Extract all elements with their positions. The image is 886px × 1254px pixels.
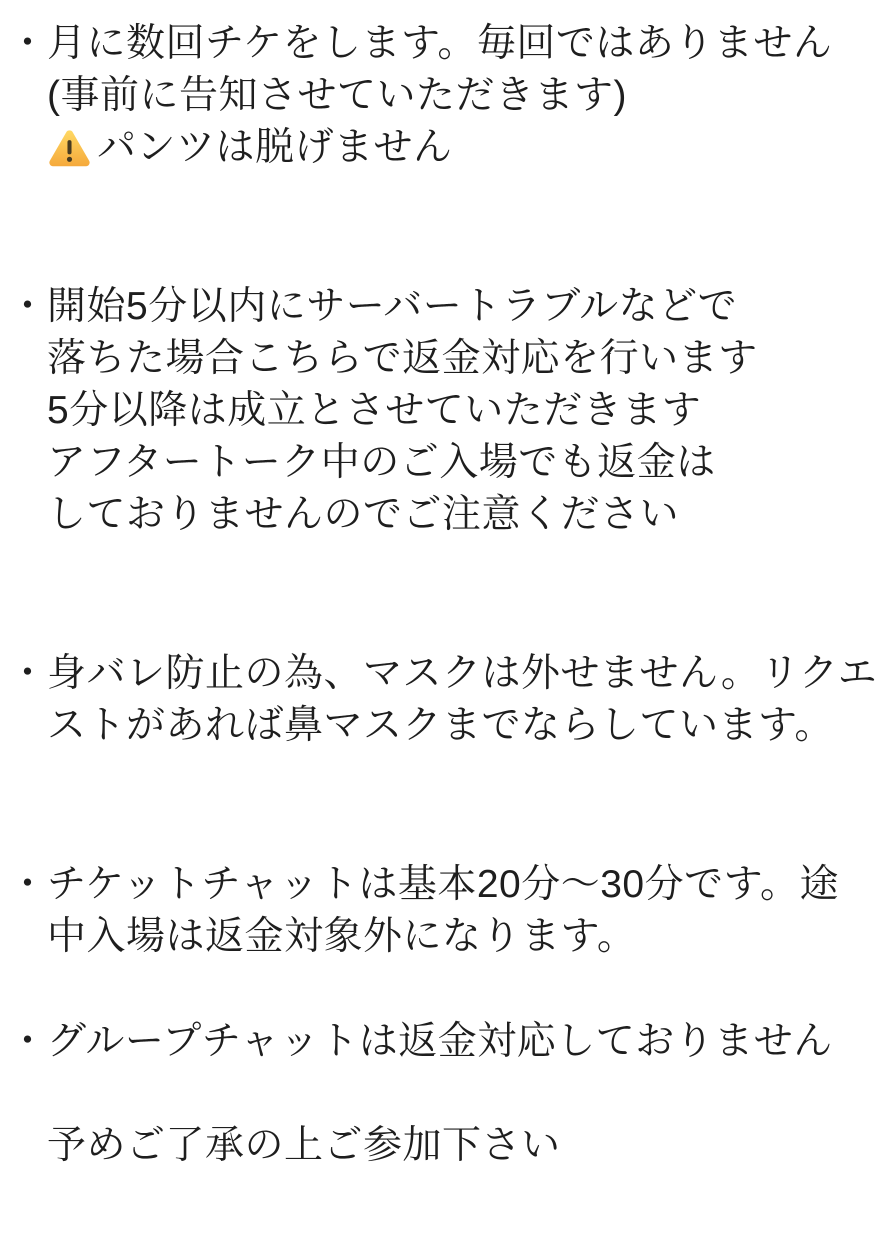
- notice-line: グループチャットは返金対応しておりません: [47, 1020, 833, 1063]
- notice-item-chat-duration: [8, 859, 878, 963]
- notice-item-lines: [47, 18, 878, 174]
- notice-item-mask-policy: [8, 648, 878, 752]
- notice-line: (事前に告知させていただきます): [47, 74, 627, 117]
- notice-line: 月に数回チケをします。毎回ではありません: [47, 22, 833, 65]
- bullet-marker: ・: [8, 863, 48, 906]
- notice-line-warning: [47, 122, 878, 174]
- notice-line: 予めご了承の上ご参加下さい: [47, 1124, 561, 1167]
- notice-item-refund-policy: [8, 281, 878, 541]
- notice-line-blank: [47, 1068, 878, 1120]
- notice-item-group-chat: [8, 1016, 878, 1172]
- notice-line: アフタートーク中のご入場でも返金は: [47, 441, 716, 484]
- notice-line: チケットチャットは基本20分〜30分です。途: [47, 863, 839, 906]
- notice-line: しておりませんのでご注意ください: [47, 493, 680, 536]
- notice-item-lines: [47, 281, 878, 541]
- warning-triangle-icon: [47, 128, 92, 169]
- bullet-marker: ・: [8, 285, 48, 328]
- bullet-marker: ・: [8, 22, 48, 65]
- notice-item-lines: [47, 1016, 878, 1172]
- notice-line: 身バレ防止の為、マスクは外せません。リクエ: [47, 652, 878, 695]
- notice-line: 落ちた場合こちらで返金対応を行います: [47, 337, 758, 380]
- notice-item-ticket-frequency: [8, 18, 878, 174]
- notice-item-lines: [47, 859, 878, 963]
- bullet-marker: ・: [8, 652, 48, 695]
- notice-item-lines: [47, 648, 878, 752]
- notice-line: ストがあれば鼻マスクまでならしています。: [47, 704, 834, 747]
- notice-line: 5分以降は成立とさせていただきます: [47, 389, 702, 432]
- bullet-marker: ・: [8, 1020, 48, 1063]
- notice-line: 開始5分以内にサーバートラブルなどで: [47, 285, 738, 328]
- notice-line: 中入場は返金対象外になります。: [47, 915, 637, 958]
- notice-line-text: パンツは脱げません: [97, 126, 453, 169]
